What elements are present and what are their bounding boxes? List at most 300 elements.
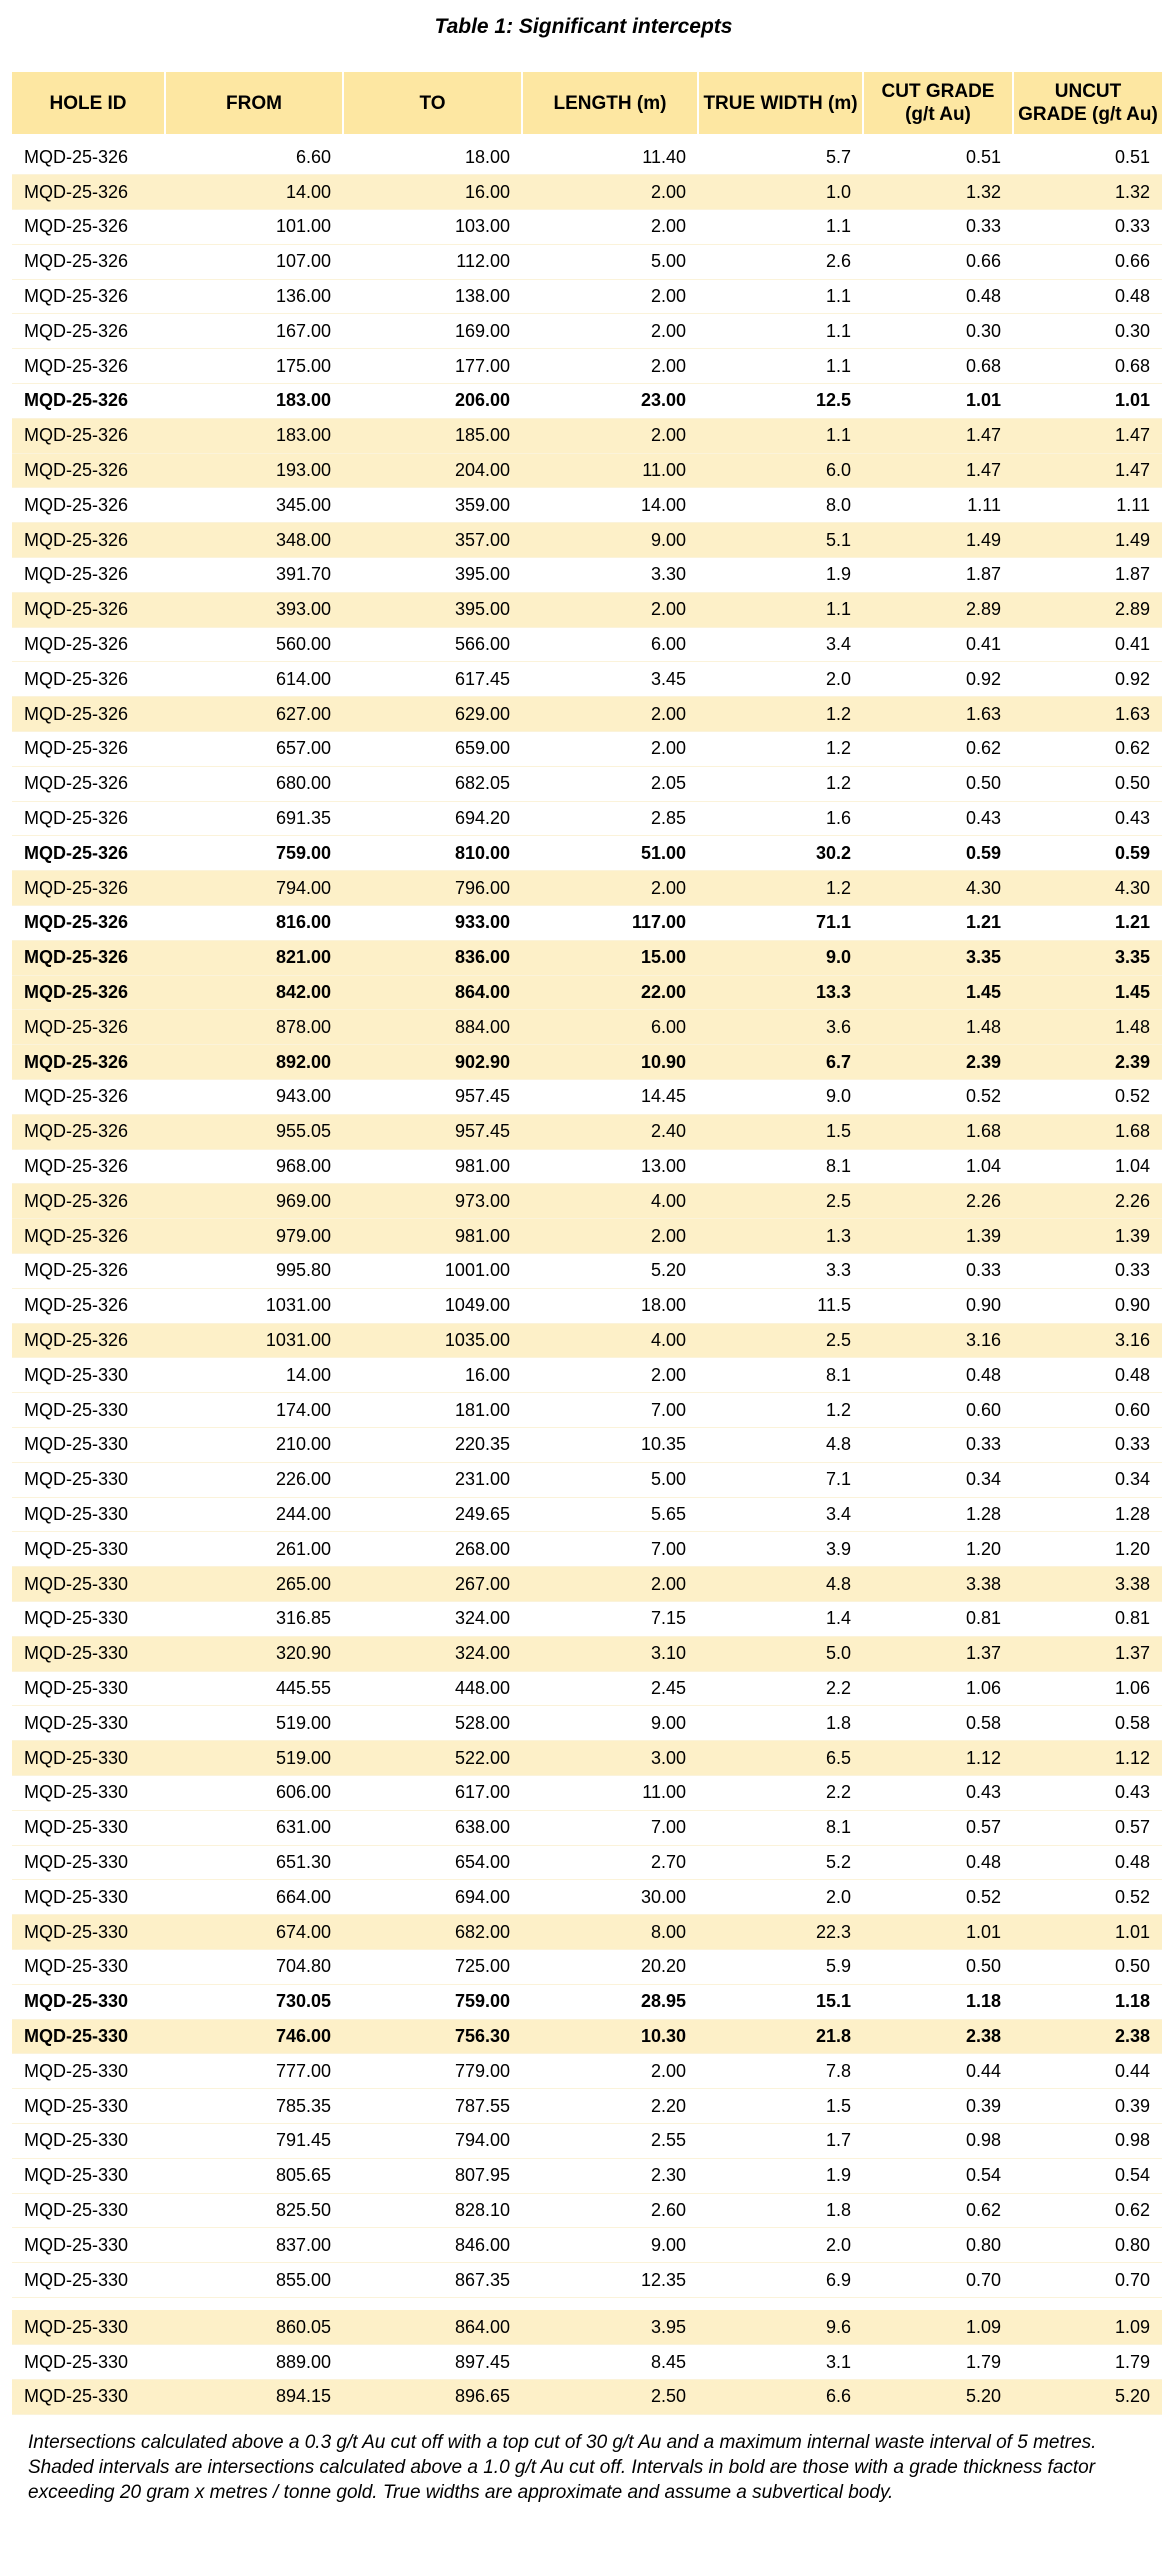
uncut-grade-cell: 1.48 — [1013, 1010, 1162, 1045]
hole-id-cell: MQD-25-326 — [12, 871, 165, 906]
cut-grade-cell: 1.47 — [863, 453, 1013, 488]
to-cell: 528.00 — [343, 1706, 522, 1741]
table-row — [12, 662, 1162, 697]
to-cell: 204.00 — [343, 453, 522, 488]
table-row — [12, 1462, 1162, 1497]
length-cell: 2.00 — [522, 349, 698, 384]
cut-grade-cell: 1.21 — [863, 906, 1013, 941]
table-row — [12, 1010, 1162, 1045]
to-cell: 359.00 — [343, 488, 522, 523]
from-cell: 969.00 — [165, 1184, 343, 1219]
true-width-cell: 9.0 — [698, 940, 863, 975]
to-cell: 16.00 — [343, 1358, 522, 1393]
to-cell: 566.00 — [343, 627, 522, 662]
to-cell: 357.00 — [343, 523, 522, 558]
to-cell: 836.00 — [343, 940, 522, 975]
from-cell: 816.00 — [165, 906, 343, 941]
uncut-grade-cell: 1.63 — [1013, 697, 1162, 732]
to-cell: 169.00 — [343, 314, 522, 349]
uncut-grade-cell: 0.81 — [1013, 1601, 1162, 1636]
hole-id-cell: MQD-25-330 — [12, 1532, 165, 1567]
cut-grade-cell: 3.16 — [863, 1323, 1013, 1358]
table-row — [12, 2310, 1162, 2345]
length-cell: 10.30 — [522, 2019, 698, 2054]
uncut-grade-cell: 0.30 — [1013, 314, 1162, 349]
to-cell: 1001.00 — [343, 1254, 522, 1289]
true-width-cell: 1.2 — [698, 697, 863, 732]
true-width-cell: 1.8 — [698, 2193, 863, 2228]
hole-id-cell: MQD-25-326 — [12, 314, 165, 349]
uncut-grade-cell: 0.57 — [1013, 1810, 1162, 1845]
table-row — [12, 2054, 1162, 2089]
length-cell: 5.65 — [522, 1497, 698, 1532]
table-row — [12, 1045, 1162, 1080]
cut-grade-cell: 5.20 — [863, 2380, 1013, 2415]
uncut-grade-cell: 0.43 — [1013, 801, 1162, 836]
uncut-grade-cell: 4.30 — [1013, 871, 1162, 906]
cut-grade-cell: 1.63 — [863, 697, 1013, 732]
from-cell: 892.00 — [165, 1045, 343, 1080]
from-cell: 791.45 — [165, 2123, 343, 2158]
col-header-length: LENGTH (m) — [522, 72, 698, 134]
cut-grade-cell: 0.90 — [863, 1288, 1013, 1323]
length-cell: 11.40 — [522, 140, 698, 175]
length-cell: 15.00 — [522, 940, 698, 975]
uncut-grade-cell: 0.68 — [1013, 349, 1162, 384]
table-row — [12, 906, 1162, 941]
from-cell: 680.00 — [165, 766, 343, 801]
true-width-cell: 8.1 — [698, 1149, 863, 1184]
table-row — [12, 1636, 1162, 1671]
uncut-grade-cell: 0.48 — [1013, 279, 1162, 314]
uncut-grade-cell: 1.18 — [1013, 1984, 1162, 2019]
hole-id-cell: MQD-25-326 — [12, 1254, 165, 1289]
uncut-grade-cell: 0.62 — [1013, 2193, 1162, 2228]
to-cell: 206.00 — [343, 384, 522, 419]
uncut-grade-cell: 1.12 — [1013, 1741, 1162, 1776]
cut-grade-cell: 1.39 — [863, 1219, 1013, 1254]
length-cell: 14.45 — [522, 1080, 698, 1115]
hole-id-cell: MQD-25-330 — [12, 1775, 165, 1810]
cut-grade-cell: 1.48 — [863, 1010, 1013, 1045]
to-cell: 796.00 — [343, 871, 522, 906]
to-cell: 103.00 — [343, 210, 522, 245]
length-cell: 5.00 — [522, 244, 698, 279]
table-row — [12, 2019, 1162, 2054]
from-cell: 107.00 — [165, 244, 343, 279]
length-cell: 23.00 — [522, 384, 698, 419]
length-cell: 2.05 — [522, 766, 698, 801]
to-cell: 981.00 — [343, 1219, 522, 1254]
table-row — [12, 801, 1162, 836]
table-row — [12, 766, 1162, 801]
from-cell: 14.00 — [165, 1358, 343, 1393]
table-row — [12, 1741, 1162, 1776]
hole-id-cell: MQD-25-326 — [12, 766, 165, 801]
hole-id-cell: MQD-25-330 — [12, 1497, 165, 1532]
to-cell: 1049.00 — [343, 1288, 522, 1323]
from-cell: 674.00 — [165, 1915, 343, 1950]
table-row — [12, 210, 1162, 245]
table-row — [12, 1219, 1162, 1254]
hole-id-cell: MQD-25-330 — [12, 1915, 165, 1950]
length-cell: 2.30 — [522, 2158, 698, 2193]
from-cell: 316.85 — [165, 1601, 343, 1636]
length-cell: 10.90 — [522, 1045, 698, 1080]
uncut-grade-cell: 1.39 — [1013, 1219, 1162, 1254]
true-width-cell: 1.0 — [698, 175, 863, 210]
cut-grade-cell: 0.48 — [863, 1358, 1013, 1393]
uncut-grade-cell: 1.11 — [1013, 488, 1162, 523]
hole-id-cell: MQD-25-326 — [12, 592, 165, 627]
length-cell: 2.00 — [522, 418, 698, 453]
length-cell: 3.30 — [522, 558, 698, 593]
to-cell: 846.00 — [343, 2228, 522, 2263]
to-cell: 957.45 — [343, 1080, 522, 1115]
cut-grade-cell: 0.48 — [863, 279, 1013, 314]
hole-id-cell: MQD-25-326 — [12, 558, 165, 593]
hole-id-cell: MQD-25-330 — [12, 1601, 165, 1636]
table-row — [12, 453, 1162, 488]
table-row — [12, 1184, 1162, 1219]
from-cell: 136.00 — [165, 279, 343, 314]
true-width-cell: 1.1 — [698, 418, 863, 453]
hole-id-cell: MQD-25-330 — [12, 1427, 165, 1462]
hole-id-cell: MQD-25-326 — [12, 140, 165, 175]
cut-grade-cell: 0.60 — [863, 1393, 1013, 1428]
length-cell: 2.40 — [522, 1114, 698, 1149]
true-width-cell: 2.6 — [698, 244, 863, 279]
table-header — [12, 72, 1162, 134]
table-row — [12, 1288, 1162, 1323]
from-cell: 691.35 — [165, 801, 343, 836]
hole-id-cell: MQD-25-326 — [12, 175, 165, 210]
from-cell: 519.00 — [165, 1706, 343, 1741]
from-cell: 842.00 — [165, 975, 343, 1010]
length-cell: 3.10 — [522, 1636, 698, 1671]
true-width-cell: 9.0 — [698, 1080, 863, 1115]
length-cell: 2.00 — [522, 1219, 698, 1254]
length-cell: 5.00 — [522, 1462, 698, 1497]
true-width-cell: 2.5 — [698, 1323, 863, 1358]
true-width-cell: 3.4 — [698, 1497, 863, 1532]
from-cell: 167.00 — [165, 314, 343, 349]
true-width-cell: 2.5 — [698, 1184, 863, 1219]
length-cell: 117.00 — [522, 906, 698, 941]
cut-grade-cell: 0.68 — [863, 349, 1013, 384]
from-cell: 979.00 — [165, 1219, 343, 1254]
uncut-grade-cell: 1.47 — [1013, 453, 1162, 488]
table-row — [12, 627, 1162, 662]
from-cell: 244.00 — [165, 1497, 343, 1532]
to-cell: 682.05 — [343, 766, 522, 801]
cut-grade-cell: 4.30 — [863, 871, 1013, 906]
to-cell: 807.95 — [343, 2158, 522, 2193]
uncut-grade-cell: 2.39 — [1013, 1045, 1162, 1080]
col-header-from: FROM — [165, 72, 343, 134]
true-width-cell: 6.6 — [698, 2380, 863, 2415]
table-row — [12, 1706, 1162, 1741]
cut-grade-cell: 0.70 — [863, 2263, 1013, 2298]
cut-grade-cell: 1.12 — [863, 1741, 1013, 1776]
table-row — [12, 2123, 1162, 2158]
cut-grade-cell: 1.28 — [863, 1497, 1013, 1532]
from-cell: 560.00 — [165, 627, 343, 662]
uncut-grade-cell: 0.41 — [1013, 627, 1162, 662]
table-body — [12, 134, 1162, 2414]
to-cell: 1035.00 — [343, 1323, 522, 1358]
true-width-cell: 1.2 — [698, 1393, 863, 1428]
length-cell: 22.00 — [522, 975, 698, 1010]
cut-grade-cell: 0.58 — [863, 1706, 1013, 1741]
cut-grade-cell: 0.43 — [863, 1775, 1013, 1810]
true-width-cell: 6.0 — [698, 453, 863, 488]
hole-id-cell: MQD-25-330 — [12, 2380, 165, 2415]
table-row — [12, 1567, 1162, 1602]
table-row — [12, 1845, 1162, 1880]
length-cell: 2.00 — [522, 210, 698, 245]
true-width-cell: 1.2 — [698, 732, 863, 767]
length-cell: 2.55 — [522, 2123, 698, 2158]
length-cell: 2.00 — [522, 2054, 698, 2089]
table-row — [12, 836, 1162, 871]
to-cell: 395.00 — [343, 558, 522, 593]
table-row — [12, 244, 1162, 279]
length-cell: 20.20 — [522, 1949, 698, 1984]
from-cell: 606.00 — [165, 1775, 343, 1810]
from-cell: 730.05 — [165, 1984, 343, 2019]
hole-id-cell: MQD-25-326 — [12, 940, 165, 975]
to-cell: 617.00 — [343, 1775, 522, 1810]
cut-grade-cell: 1.68 — [863, 1114, 1013, 1149]
from-cell: 265.00 — [165, 1567, 343, 1602]
cut-grade-cell: 2.89 — [863, 592, 1013, 627]
table-row — [12, 1080, 1162, 1115]
from-cell: 821.00 — [165, 940, 343, 975]
uncut-grade-cell: 3.16 — [1013, 1323, 1162, 1358]
uncut-grade-cell: 0.33 — [1013, 1254, 1162, 1289]
true-width-cell: 6.9 — [698, 2263, 863, 2298]
from-cell: 6.60 — [165, 140, 343, 175]
table-row — [12, 349, 1162, 384]
uncut-grade-cell: 1.06 — [1013, 1671, 1162, 1706]
true-width-cell: 7.8 — [698, 2054, 863, 2089]
to-cell: 522.00 — [343, 1741, 522, 1776]
hole-id-cell: MQD-25-326 — [12, 244, 165, 279]
to-cell: 794.00 — [343, 2123, 522, 2158]
from-cell: 746.00 — [165, 2019, 343, 2054]
table-row — [12, 1949, 1162, 1984]
hole-id-cell: MQD-25-330 — [12, 2345, 165, 2380]
cut-grade-cell: 1.87 — [863, 558, 1013, 593]
to-cell: 638.00 — [343, 1810, 522, 1845]
table-row — [12, 871, 1162, 906]
col-header-to: TO — [343, 72, 522, 134]
from-cell: 210.00 — [165, 1427, 343, 1462]
cut-grade-cell: 0.51 — [863, 140, 1013, 175]
length-cell: 3.95 — [522, 2310, 698, 2345]
uncut-grade-cell: 0.58 — [1013, 1706, 1162, 1741]
to-cell: 231.00 — [343, 1462, 522, 1497]
from-cell: 175.00 — [165, 349, 343, 384]
uncut-grade-cell: 0.54 — [1013, 2158, 1162, 2193]
uncut-grade-cell: 1.45 — [1013, 975, 1162, 1010]
hole-id-cell: MQD-25-330 — [12, 2089, 165, 2124]
from-cell: 193.00 — [165, 453, 343, 488]
true-width-cell: 1.8 — [698, 1706, 863, 1741]
cut-grade-cell: 0.34 — [863, 1462, 1013, 1497]
cut-grade-cell: 0.52 — [863, 1880, 1013, 1915]
to-cell: 181.00 — [343, 1393, 522, 1428]
length-cell: 2.00 — [522, 1358, 698, 1393]
hole-id-cell: MQD-25-330 — [12, 2228, 165, 2263]
from-cell: 664.00 — [165, 1880, 343, 1915]
to-cell: 864.00 — [343, 2310, 522, 2345]
table-row — [12, 1427, 1162, 1462]
cut-grade-cell: 0.62 — [863, 2193, 1013, 2228]
length-cell: 2.85 — [522, 801, 698, 836]
length-cell: 9.00 — [522, 1706, 698, 1741]
from-cell: 261.00 — [165, 1532, 343, 1567]
uncut-grade-cell: 1.28 — [1013, 1497, 1162, 1532]
to-cell: 654.00 — [343, 1845, 522, 1880]
from-cell: 889.00 — [165, 2345, 343, 2380]
col-header-true-width: TRUE WIDTH (m) — [698, 72, 863, 134]
to-cell: 448.00 — [343, 1671, 522, 1706]
uncut-grade-cell: 1.47 — [1013, 418, 1162, 453]
uncut-grade-cell: 0.34 — [1013, 1462, 1162, 1497]
to-cell: 694.20 — [343, 801, 522, 836]
length-cell: 11.00 — [522, 1775, 698, 1810]
to-cell: 18.00 — [343, 140, 522, 175]
to-cell: 864.00 — [343, 975, 522, 1010]
length-cell: 30.00 — [522, 1880, 698, 1915]
table-row — [12, 697, 1162, 732]
from-cell: 995.80 — [165, 1254, 343, 1289]
uncut-grade-cell: 0.48 — [1013, 1358, 1162, 1393]
uncut-grade-cell: 1.01 — [1013, 384, 1162, 419]
cut-grade-cell: 0.43 — [863, 801, 1013, 836]
from-cell: 651.30 — [165, 1845, 343, 1880]
from-cell: 878.00 — [165, 1010, 343, 1045]
from-cell: 174.00 — [165, 1393, 343, 1428]
from-cell: 348.00 — [165, 523, 343, 558]
length-cell: 4.00 — [522, 1323, 698, 1358]
hole-id-cell: MQD-25-330 — [12, 1706, 165, 1741]
true-width-cell: 30.2 — [698, 836, 863, 871]
hole-id-cell: MQD-25-326 — [12, 349, 165, 384]
hole-id-cell: MQD-25-326 — [12, 1080, 165, 1115]
to-cell: 884.00 — [343, 1010, 522, 1045]
from-cell: 627.00 — [165, 697, 343, 732]
true-width-cell: 3.1 — [698, 2345, 863, 2380]
true-width-cell: 5.0 — [698, 1636, 863, 1671]
uncut-grade-cell: 0.90 — [1013, 1288, 1162, 1323]
from-cell: 183.00 — [165, 384, 343, 419]
hole-id-cell: MQD-25-330 — [12, 1984, 165, 2019]
true-width-cell: 3.9 — [698, 1532, 863, 1567]
hole-id-cell: MQD-25-330 — [12, 2193, 165, 2228]
uncut-grade-cell: 2.26 — [1013, 1184, 1162, 1219]
hole-id-cell: MQD-25-326 — [12, 1045, 165, 1080]
true-width-cell: 15.1 — [698, 1984, 863, 2019]
length-cell: 8.00 — [522, 1915, 698, 1950]
length-cell: 2.60 — [522, 2193, 698, 2228]
table-row — [12, 1532, 1162, 1567]
to-cell: 810.00 — [343, 836, 522, 871]
cut-grade-cell: 0.33 — [863, 1254, 1013, 1289]
length-cell: 2.20 — [522, 2089, 698, 2124]
length-cell: 2.00 — [522, 314, 698, 349]
hole-id-cell: MQD-25-326 — [12, 418, 165, 453]
hole-id-cell: MQD-25-326 — [12, 1219, 165, 1254]
table-row — [12, 592, 1162, 627]
table-row — [12, 140, 1162, 175]
cut-grade-cell: 1.11 — [863, 488, 1013, 523]
true-width-cell: 1.5 — [698, 1114, 863, 1149]
to-cell: 896.65 — [343, 2380, 522, 2415]
true-width-cell: 3.4 — [698, 627, 863, 662]
true-width-cell: 8.1 — [698, 1358, 863, 1393]
true-width-cell: 12.5 — [698, 384, 863, 419]
to-cell: 659.00 — [343, 732, 522, 767]
uncut-grade-cell: 1.20 — [1013, 1532, 1162, 1567]
to-cell: 16.00 — [343, 175, 522, 210]
length-cell: 7.00 — [522, 1532, 698, 1567]
hole-id-cell: MQD-25-330 — [12, 1567, 165, 1602]
from-cell: 226.00 — [165, 1462, 343, 1497]
from-cell: 777.00 — [165, 2054, 343, 2089]
to-cell: 249.65 — [343, 1497, 522, 1532]
table-row — [12, 2263, 1162, 2298]
uncut-grade-cell: 0.98 — [1013, 2123, 1162, 2158]
true-width-cell: 71.1 — [698, 906, 863, 941]
cut-grade-cell: 0.57 — [863, 1810, 1013, 1845]
from-cell: 894.15 — [165, 2380, 343, 2415]
table-row — [12, 488, 1162, 523]
length-cell: 2.00 — [522, 1567, 698, 1602]
cut-grade-cell: 1.37 — [863, 1636, 1013, 1671]
from-cell: 345.00 — [165, 488, 343, 523]
to-cell: 185.00 — [343, 418, 522, 453]
length-cell: 2.00 — [522, 697, 698, 732]
table-row — [12, 732, 1162, 767]
uncut-grade-cell: 0.43 — [1013, 1775, 1162, 1810]
true-width-cell: 1.9 — [698, 558, 863, 593]
to-cell: 324.00 — [343, 1601, 522, 1636]
hole-id-cell: MQD-25-326 — [12, 906, 165, 941]
to-cell: 759.00 — [343, 1984, 522, 2019]
cut-grade-cell: 0.52 — [863, 1080, 1013, 1115]
from-cell: 393.00 — [165, 592, 343, 627]
from-cell: 805.65 — [165, 2158, 343, 2193]
table-row — [12, 1984, 1162, 2019]
true-width-cell: 6.7 — [698, 1045, 863, 1080]
length-cell: 2.00 — [522, 175, 698, 210]
cut-grade-cell: 2.26 — [863, 1184, 1013, 1219]
true-width-cell: 5.2 — [698, 1845, 863, 1880]
true-width-cell: 1.7 — [698, 2123, 863, 2158]
table-row — [12, 1810, 1162, 1845]
length-cell: 18.00 — [522, 1288, 698, 1323]
to-cell: 694.00 — [343, 1880, 522, 1915]
from-cell: 955.05 — [165, 1114, 343, 1149]
cut-grade-cell: 0.33 — [863, 210, 1013, 245]
cut-grade-cell: 1.18 — [863, 1984, 1013, 2019]
true-width-cell: 2.0 — [698, 2228, 863, 2263]
to-cell: 787.55 — [343, 2089, 522, 2124]
cut-grade-cell: 0.44 — [863, 2054, 1013, 2089]
